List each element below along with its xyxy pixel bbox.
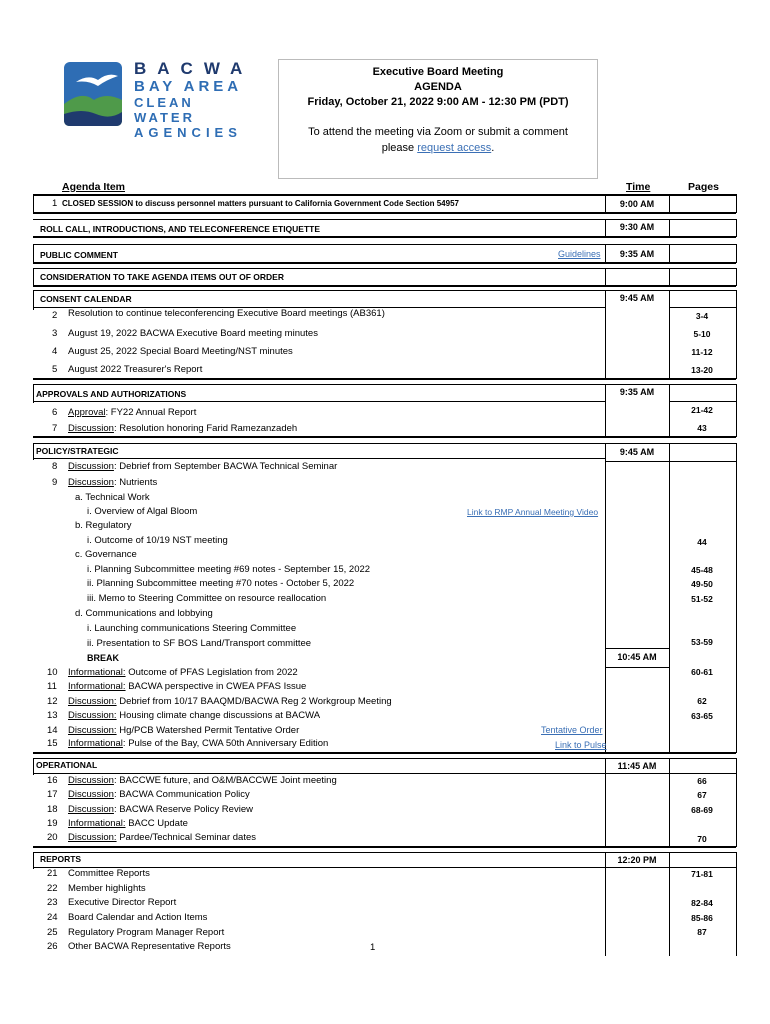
subitem: i. Overview of Algal Bloom xyxy=(87,506,198,517)
subitem: i. Planning Subcommittee meeting #69 notes - September 15, 2022 xyxy=(87,564,371,575)
agenda-item-text: Executive Director Report xyxy=(68,897,177,908)
section-approvals: APPROVALS AND AUTHORIZATIONS xyxy=(36,389,187,399)
subitem: b. Regulatory xyxy=(75,520,132,531)
pages-cell: 87 xyxy=(697,927,707,937)
item-desc: Pardee/Technical Seminar dates xyxy=(116,832,256,843)
item-type-label: Informational: xyxy=(68,818,126,829)
item-type-label: Discussion xyxy=(68,477,114,488)
time-cell: 9:35 AM xyxy=(619,387,655,397)
agenda-item-text xyxy=(68,789,250,801)
item-desc: : BACWA Reserve Policy Review xyxy=(113,804,253,815)
agenda-item-text xyxy=(68,710,320,722)
item-type-label: Discussion xyxy=(68,423,114,434)
agenda-item-text: August 2022 Treasurer's Report xyxy=(68,364,203,375)
pages-cell: 60-61 xyxy=(691,667,713,677)
time-cell: 11:45 AM xyxy=(617,761,657,771)
subitem: i. Outcome of 10/19 NST meeting xyxy=(87,535,228,546)
section-roll-call: ROLL CALL, INTRODUCTIONS, AND TELECONFERENCE ETIQUETTE xyxy=(40,224,321,234)
agenda-label: AGENDA xyxy=(414,81,462,93)
section-reports: REPORTS xyxy=(40,854,82,864)
pages-cell: 44 xyxy=(697,537,707,547)
item-number: 12 xyxy=(47,696,58,707)
item-type-label: Discussion xyxy=(68,789,114,800)
section-policy: POLICY/STRATEGIC xyxy=(36,446,119,456)
item-desc: BACC Update xyxy=(125,818,188,829)
time-cell: 9:00 AM xyxy=(619,199,655,209)
agenda-item-text xyxy=(68,407,196,419)
col-agenda-item: Agenda Item xyxy=(62,181,126,193)
break-label: BREAK xyxy=(87,653,120,663)
time-cell: 9:45 AM xyxy=(619,293,655,303)
item-number: 1 xyxy=(52,198,58,209)
agenda-item-text: Other BACWA Representative Reports xyxy=(68,941,231,952)
item-type-label: Discussion: xyxy=(68,710,117,721)
logo-line-2: BAY AREA xyxy=(134,78,243,95)
item-number: 25 xyxy=(47,927,58,938)
agenda-item-text: Regulatory Program Manager Report xyxy=(68,927,225,938)
section-consent: CONSENT CALENDAR xyxy=(40,294,132,304)
agenda-item-text: August 19, 2022 BACWA Executive Board meeting minutes xyxy=(68,328,318,339)
pages-cell: 63-65 xyxy=(691,711,713,721)
pages-cell: 62 xyxy=(697,696,707,706)
item-number: 18 xyxy=(47,804,58,815)
section-out-of-order: CONSIDERATION TO TAKE AGENDA ITEMS OUT OF ORDER xyxy=(40,272,284,282)
request-access-link[interactable]: request access xyxy=(417,142,492,154)
pages-cell: 11-12 xyxy=(691,347,713,357)
item-desc: : BACWA Communication Policy xyxy=(113,789,250,800)
meeting-title: Executive Board Meeting xyxy=(372,66,504,78)
item-number: 22 xyxy=(47,883,58,894)
section-operational: OPERATIONAL xyxy=(36,760,98,770)
zoom-suffix: . xyxy=(491,142,495,154)
agenda-item-text xyxy=(68,696,392,708)
agenda-item-text xyxy=(68,461,337,473)
item-type-label: Discussion: xyxy=(68,832,117,843)
time-cell: 12:20 PM xyxy=(617,855,657,865)
section-public-comment: PUBLIC COMMENT xyxy=(40,250,118,260)
subitem: i. Launching communications Steering Committee xyxy=(87,623,297,634)
item-number: 23 xyxy=(47,897,58,908)
agenda-item-text: Board Calendar and Action Items xyxy=(68,912,208,923)
pages-cell: 67 xyxy=(697,790,707,800)
agenda-item-text xyxy=(68,818,188,830)
rmp-video-link[interactable]: Link to RMP Annual Meeting Video xyxy=(467,507,599,517)
zoom-prefix: please xyxy=(381,142,418,154)
zoom-text-2 xyxy=(279,142,597,154)
item-type-label: Discussion xyxy=(68,804,114,815)
item-number: 17 xyxy=(47,789,58,800)
pages-cell: 21-42 xyxy=(691,405,713,415)
pages-cell: 53-59 xyxy=(691,637,713,647)
item-number: 3 xyxy=(52,328,58,339)
time-cell: 9:30 AM xyxy=(619,222,655,232)
zoom-text-1: To attend the meeting via Zoom or submit a comment xyxy=(308,126,568,138)
logo-emblem xyxy=(62,60,126,130)
item-desc: Debrief from 10/17 BAAQMD/BACWA Reg 2 Workgroup Meeting xyxy=(116,696,392,707)
pages-cell: 82-84 xyxy=(691,898,713,908)
pages-cell: 68-69 xyxy=(691,805,713,815)
item-desc: : Debrief from September BACWA Technical Seminar xyxy=(113,461,338,472)
logo-line-1: BACWA xyxy=(134,59,254,78)
logo-line-4: AGENCIES xyxy=(134,125,242,140)
time-cell: 9:35 AM xyxy=(619,249,655,259)
item-number: 10 xyxy=(47,667,58,678)
col-time: Time xyxy=(626,181,651,193)
agenda-item-text xyxy=(68,681,306,693)
pages-cell: 45-48 xyxy=(691,565,713,575)
item-number: 14 xyxy=(47,725,58,736)
item-type-label: Approval xyxy=(68,407,106,418)
item-desc: BACWA perspective in CWEA PFAS Issue xyxy=(125,681,307,692)
agenda-item-text xyxy=(68,725,299,737)
item-number: 4 xyxy=(52,346,58,357)
item-number: 5 xyxy=(52,364,58,375)
item-type-label: Discussion: xyxy=(68,725,117,736)
item-number: 21 xyxy=(47,868,58,879)
subitem: ii. Planning Subcommittee meeting #70 notes - October 5, 2022 xyxy=(87,578,355,589)
item-number: 11 xyxy=(47,681,57,692)
item-number: 2 xyxy=(52,310,58,321)
guidelines-link[interactable]: Guidelines xyxy=(558,249,601,259)
item-number: 8 xyxy=(52,461,58,472)
pages-cell: 3-4 xyxy=(695,311,709,321)
item-number: 13 xyxy=(47,710,58,721)
pages-cell: 70 xyxy=(697,834,707,844)
pages-cell: 49-50 xyxy=(691,579,713,589)
pages-cell: 85-86 xyxy=(691,913,713,923)
bacwa-logo xyxy=(62,59,254,140)
agenda-item-text xyxy=(68,775,337,787)
item-desc: Hg/PCB Watershed Permit Tentative Order xyxy=(116,725,300,736)
item-type-label: Informational: xyxy=(68,681,126,692)
item-type-label: Discussion xyxy=(68,461,114,472)
agenda-item-text: Resolution to continue teleconferencing Executive Board meetings (AB361) xyxy=(68,308,385,319)
agenda-item-text xyxy=(68,738,328,750)
item-number: 26 xyxy=(47,941,58,952)
subitem: d. Communications and lobbying xyxy=(75,608,213,619)
agenda-item-text xyxy=(68,832,256,844)
item-number: 9 xyxy=(52,477,58,488)
item-desc: : Pulse of the Bay, CWA 50th Anniversary Edition xyxy=(122,738,329,749)
pages-cell: 43 xyxy=(697,423,707,433)
header-box xyxy=(278,59,598,179)
item-number: 7 xyxy=(52,423,58,434)
page-number: 1 xyxy=(370,942,376,953)
tentative-order-link[interactable]: Tentative Order xyxy=(541,725,603,735)
pages-cell: 5-10 xyxy=(693,329,711,339)
agenda-item-text: Member highlights xyxy=(68,883,146,894)
agenda-item-text xyxy=(68,804,253,816)
item-number: 16 xyxy=(47,775,58,786)
item-number: 15 xyxy=(47,738,58,749)
item-number: 19 xyxy=(47,818,58,829)
item-number: 24 xyxy=(47,912,58,923)
time-cell: 9:45 AM xyxy=(619,447,655,457)
item-desc: Outcome of PFAS Legislation from 2022 xyxy=(125,667,298,678)
time-cell: 10:45 AM xyxy=(617,652,657,662)
item-type-label: Discussion xyxy=(68,775,114,786)
agenda-item-text xyxy=(68,667,298,679)
pulse-link[interactable]: Link to Pulse xyxy=(555,740,607,750)
agenda-item-text: Committee Reports xyxy=(68,868,150,879)
agenda-item-text xyxy=(68,423,297,435)
subitem: ii. Presentation to SF BOS Land/Transport committee xyxy=(87,638,312,649)
pages-cell: 13-20 xyxy=(691,365,713,375)
subitem: a. Technical Work xyxy=(75,492,150,503)
logo-line-3: CLEAN WATER xyxy=(134,95,195,125)
item-number: 20 xyxy=(47,832,58,843)
item-desc: : Resolution honoring Farid Ramezanzadeh xyxy=(113,423,298,434)
agenda-item-text xyxy=(68,477,157,489)
item-number: 6 xyxy=(52,407,58,418)
item-type-label: Informational: xyxy=(68,667,126,678)
pages-cell: 71-81 xyxy=(691,869,713,879)
meeting-datetime: Friday, October 21, 2022 9:00 AM - 12:30 PM (PDT) xyxy=(307,96,569,108)
col-pages: Pages xyxy=(688,181,719,193)
closed-session-item: CLOSED SESSION to discuss personnel matters pursuant to California Government Code Section 54957 xyxy=(62,199,459,208)
item-type-label: Discussion: xyxy=(68,696,117,707)
subitem: iii. Memo to Steering Committee on resource reallocation xyxy=(87,593,327,604)
agenda-item-text: August 25, 2022 Special Board Meeting/NST minutes xyxy=(68,346,293,357)
item-desc: Housing climate change discussions at BACWA xyxy=(116,710,321,721)
item-type-label: Informational xyxy=(68,738,123,749)
pages-cell: 51-52 xyxy=(691,594,713,604)
subitem: c. Governance xyxy=(75,549,137,560)
item-desc: : FY22 Annual Report xyxy=(105,407,197,418)
item-desc: : Nutrients xyxy=(113,477,158,488)
pages-cell: 66 xyxy=(697,776,707,786)
item-desc: : BACCWE future, and O&M/BACCWE Joint meeting xyxy=(113,775,337,786)
